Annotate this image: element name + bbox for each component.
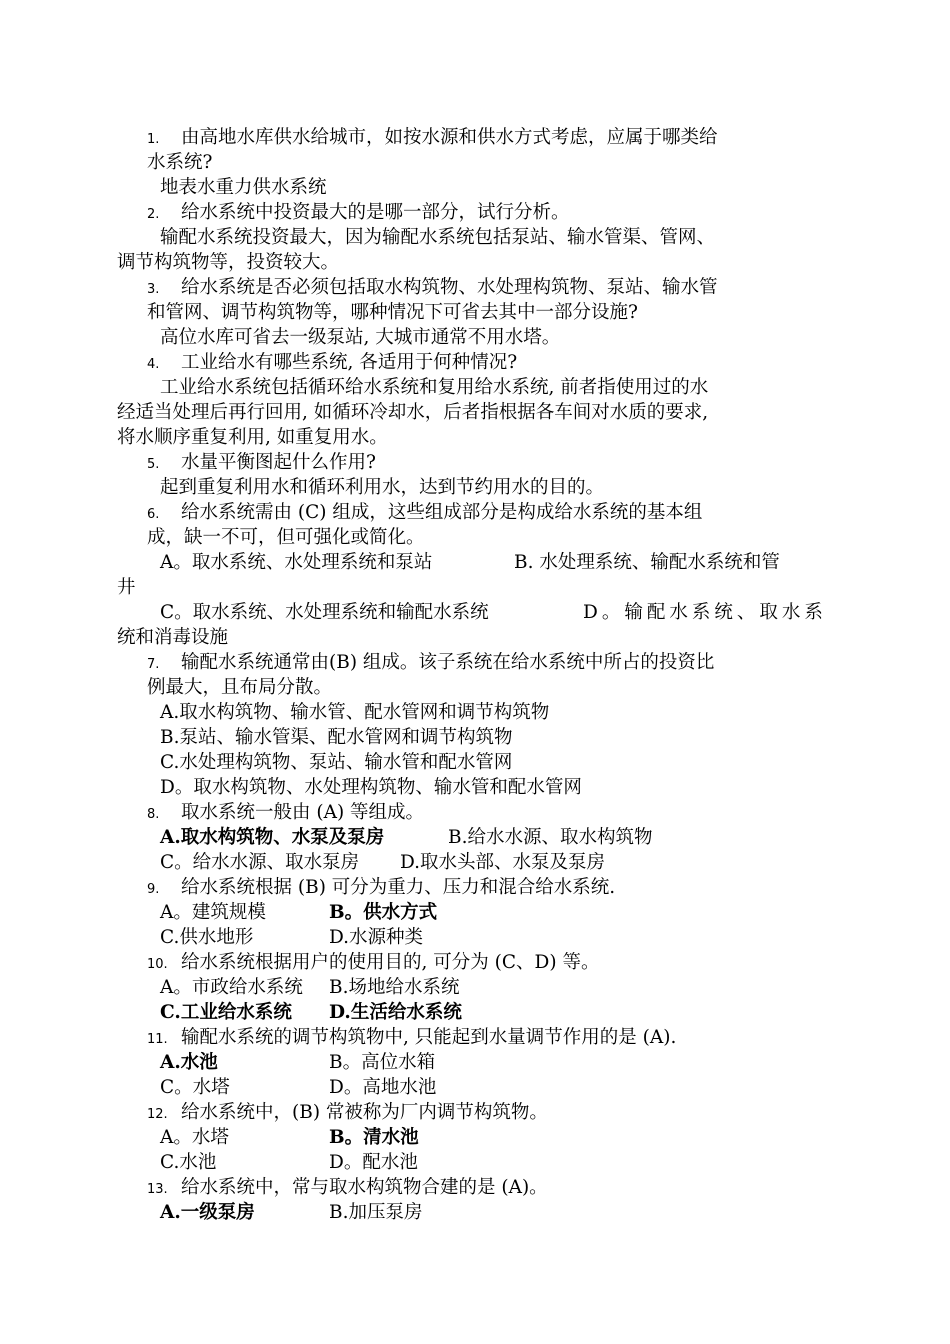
- option-a-correct: A.取水构筑物、水泵及泵房: [160, 827, 385, 848]
- question-number: 12.: [147, 1107, 168, 1122]
- question-number: 3.: [147, 282, 160, 297]
- question-number: 9.: [147, 882, 160, 897]
- question-6: [147, 501, 702, 525]
- question-number: 7.: [147, 657, 160, 672]
- option-b-correct: B。清水池: [329, 1127, 419, 1148]
- question-text-cont: 水系统?: [147, 152, 213, 173]
- question-text: 工业给水有哪些系统, 各适用于何种情况?: [181, 352, 518, 373]
- question-text: 输配水系统的调节构筑物中, 只能起到水量调节作用的是 (A).: [181, 1027, 677, 1048]
- question-number: 8.: [147, 807, 160, 822]
- question-2: [147, 201, 570, 225]
- question-text: 给水系统是否必须包括取水构筑物、水处理构筑物、泵站、输水管: [181, 277, 718, 298]
- option-b: B. 水处理系统、输配水系统和管: [514, 552, 780, 573]
- question-number: 11.: [147, 1032, 168, 1047]
- option-c: C.水处理构筑物、泵站、输水管和配水管网: [160, 752, 513, 773]
- answer-text: 输配水系统投资最大，因为输配水系统包括泵站、输水管渠、管网、: [160, 227, 716, 248]
- answer-text: 工业给水系统包括循环给水系统和复用给水系统, 前者指使用过的水: [160, 377, 709, 398]
- option-a: A。市政给水系统: [160, 977, 303, 998]
- question-text-cont: 例最大，且布局分散。: [147, 677, 333, 698]
- option-c: C.供水地形: [160, 927, 254, 948]
- option-c: C。水塔: [160, 1077, 230, 1098]
- question-number: 2.: [147, 207, 160, 222]
- option-d: D。配水池: [329, 1152, 418, 1173]
- question-text-cont: 和管网、调节构筑物等，哪种情况下可省去其中一部分设施?: [147, 302, 638, 323]
- question-11: [147, 1026, 676, 1050]
- option-a-correct: A.一级泵房: [160, 1202, 255, 1223]
- option-a: A。取水系统、水处理系统和泵站: [160, 552, 433, 573]
- option-d: D。高地水池: [329, 1077, 437, 1098]
- option-d: D.取水头部、水泵及泵房: [400, 852, 606, 873]
- answer-text: 起到重复利用水和循环利用水，达到节约用水的目的。: [160, 477, 605, 498]
- option-c: C。取水系统、水处理系统和输配水系统: [160, 602, 489, 623]
- option-b-correct: B。供水方式: [329, 902, 438, 923]
- option-a: A。建筑规模: [160, 902, 266, 923]
- option-c: C。给水水源、取水泵房: [160, 852, 360, 873]
- question-1: [147, 126, 718, 150]
- question-10: [147, 951, 599, 975]
- question-text-cont: 成，缺一不可，但可强化或简化。: [147, 527, 425, 548]
- question-9: [147, 876, 615, 900]
- option-b: B。高位水箱: [329, 1052, 436, 1073]
- answer-text-cont: 调节构筑物等，投资较大。: [117, 252, 340, 273]
- question-number: 4.: [147, 357, 160, 372]
- question-number: 6.: [147, 507, 160, 522]
- option-b: B.加压泵房: [329, 1202, 423, 1223]
- answer-text: 高位水库可省去一级泵站, 大城市通常不用水塔。: [160, 327, 561, 348]
- option-b: B.场地给水系统: [329, 977, 460, 998]
- option-b: B.给水水源、取水构筑物: [448, 827, 653, 848]
- question-text: 给水系统需由 (C) 组成，这些组成部分是构成给水系统的基本组: [181, 502, 703, 523]
- option-d: D.水源种类: [329, 927, 424, 948]
- option-c: C.水池: [160, 1152, 217, 1173]
- question-7: [147, 651, 714, 675]
- option-d-correct: D.生活给水系统: [329, 1002, 462, 1023]
- option-d: D。输配水系统、取水系: [583, 602, 827, 623]
- question-text: 给水系统中投资最大的是哪一部分，试行分析。: [181, 202, 570, 223]
- option-d-cont: 统和消毒设施: [117, 627, 229, 648]
- question-text: 水量平衡图起什么作用?: [181, 452, 376, 473]
- question-12: [147, 1101, 548, 1125]
- question-number: 10.: [147, 957, 168, 972]
- answer-text-cont: 经适当处理后再行回用, 如循环冷却水，后者指根据各车间对水质的要求,: [117, 402, 709, 423]
- question-5: [147, 451, 376, 475]
- option-c-correct: C.工业给水系统: [160, 1002, 292, 1023]
- answer-text: 地表水重力供水系统: [160, 177, 327, 198]
- question-text: 给水系统中，常与取水构筑物合建的是 (A)。: [181, 1177, 548, 1198]
- question-13: [147, 1176, 548, 1200]
- question-text: 给水系统根据用户的使用目的, 可分为 (C、D) 等。: [181, 952, 600, 973]
- question-text: 由高地水库供水给城市，如按水源和供水方式考虑，应属于哪类给: [181, 127, 718, 148]
- question-text: 给水系统根据 (B) 可分为重力、压力和混合给水系统.: [181, 877, 616, 898]
- question-8: [147, 801, 424, 825]
- answer-text-cont: 将水顺序重复利用, 如重复用水。: [117, 427, 388, 448]
- question-3: [147, 276, 718, 300]
- question-number: 1.: [147, 132, 160, 147]
- option-a: A.取水构筑物、输水管、配水管网和调节构筑物: [160, 702, 550, 723]
- question-number: 13.: [147, 1182, 168, 1197]
- question-text: 取水系统一般由 (A) 等组成。: [181, 802, 425, 823]
- option-a-correct: A.水池: [160, 1052, 218, 1073]
- question-number: 5.: [147, 457, 160, 472]
- option-d: D。取水构筑物、水处理构筑物、输水管和配水管网: [160, 777, 582, 798]
- question-4: [147, 351, 517, 375]
- option-b-cont: 井: [117, 577, 136, 598]
- option-b: B.泵站、输水管渠、配水管网和调节构筑物: [160, 727, 513, 748]
- question-text: 输配水系统通常由(B) 组成。该子系统在给水系统中所占的投资比: [181, 652, 715, 673]
- option-a: A。水塔: [160, 1127, 229, 1148]
- question-text: 给水系统中，(B) 常被称为厂内调节构筑物。: [181, 1102, 548, 1123]
